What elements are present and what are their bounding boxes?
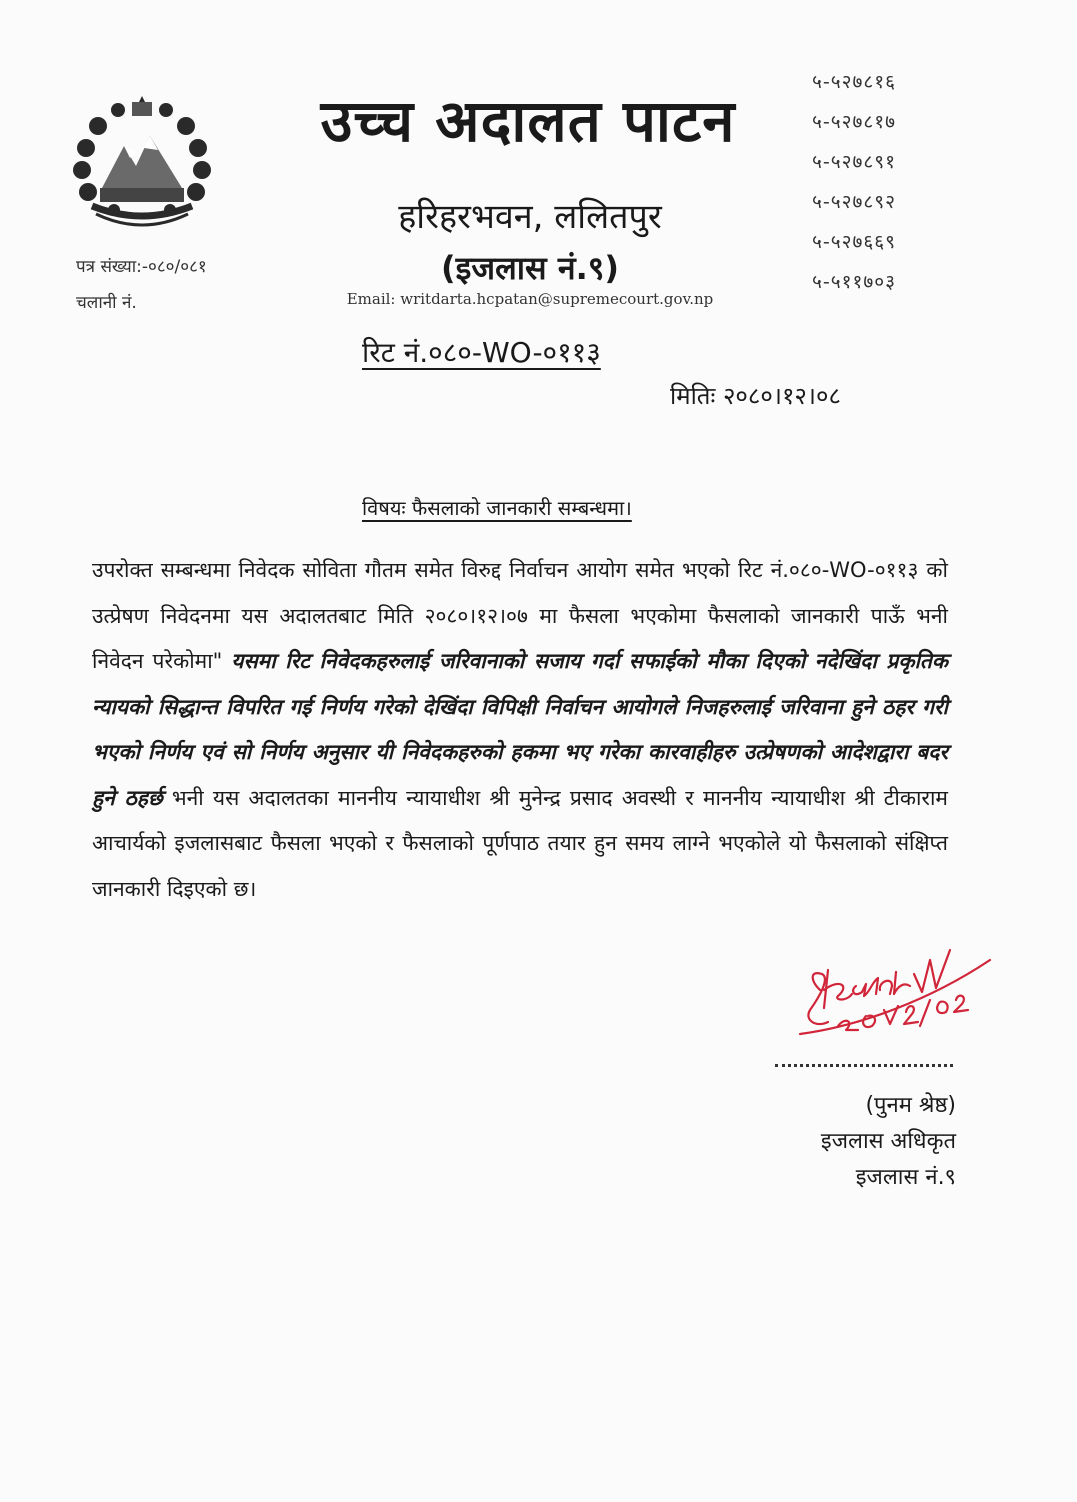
body-decision: यसमा रिट निवेदकहरुलाई जरिवानाको सजाय गर्दा सफाईको मौका दिएको नदेखिंदा प्रकृतिक न्यायको सिद्धान्त विपरित गई निर्णय गरेको देखिंदा विपिक्षी निर्वाचन आयोगले निजहरुलाई जरिवाना हुने ठहर गरी भएको निर्णय एवं सो निर्णय अनुसार यी निवेदकहरुको हकमा भए गरेका कारवाहीहरु उत्प्रेषणको आदेशद्वारा बदर हुने ठहर्छ [92,649,948,810]
letter-date: मितिः २०८०।१२।०८ [670,382,841,410]
court-title: उच्च अदालत पाटन [320,87,736,155]
phone-number: ५-५२७८१७ [812,111,897,133]
letter-body [92,548,948,912]
signatory-bench: इजलास नं.९ [855,1165,956,1190]
writ-number: रिट नं.०८०-WO-०११३ [362,336,601,369]
phone-number: ५-५२७८९२ [812,191,897,213]
handwritten-signature [780,930,1000,1050]
signature-line [775,1064,953,1067]
national-emblem-icon [62,88,222,248]
phone-numbers [812,62,952,302]
phone-number: ५-५२७८१६ [812,71,897,93]
signatory-name: (पुनम श्रेष्ठ) [865,1093,956,1118]
phone-number: ५-५२७६६९ [812,231,897,253]
letter-number: पत्र संख्या:-०८०/०८१ [76,257,207,277]
signatory-block [720,1088,956,1196]
signatory-designation: इजलास अधिकृत [820,1129,956,1154]
letter-subject: विषयः फैसलाको जानकारी सम्बन्धमा। [362,496,632,520]
court-email: Email: writdarta.hcpatan@supremecourt.gov.np [346,290,714,308]
bench-number: (इजलास नं.९) [440,249,620,287]
body-intro: उपरोक्त सम्बन्धमा निवेदक सोविता गौतम समेत विरुद्द निर्वाचन आयोग समेत भएको रिट नं.०८०-WO-०११३ को उत्प्रेषण निवेदनमा यस अदालतबाट मिति २०८०।१२।०७ मा फैसला भएकोमा फैसलाको जानकारी पाऊँ भनी निवेदन परेकोमा" [92,558,948,673]
body-closing: भनी यस अदालतका माननीय न्यायाधीश श्री मुनेन्द्र प्रसाद अवस्थी र माननीय न्यायाधीश श्री टीकाराम आचार्यको इजलासबाट फैसला भएको र फैसलाको पूर्णपाठ तयार हुन समय लाग्ने भएकोले यो फैसलाको संक्षिप्त जानकारी दिइएको छ। [92,785,948,901]
phone-number: ५-५२७८९१ [812,151,897,173]
court-location: हरिहरभवन, ललितपुर [398,197,662,237]
phone-number: ५-५११७०३ [812,271,897,293]
dispatch-number: चलानी नं. [76,293,137,313]
